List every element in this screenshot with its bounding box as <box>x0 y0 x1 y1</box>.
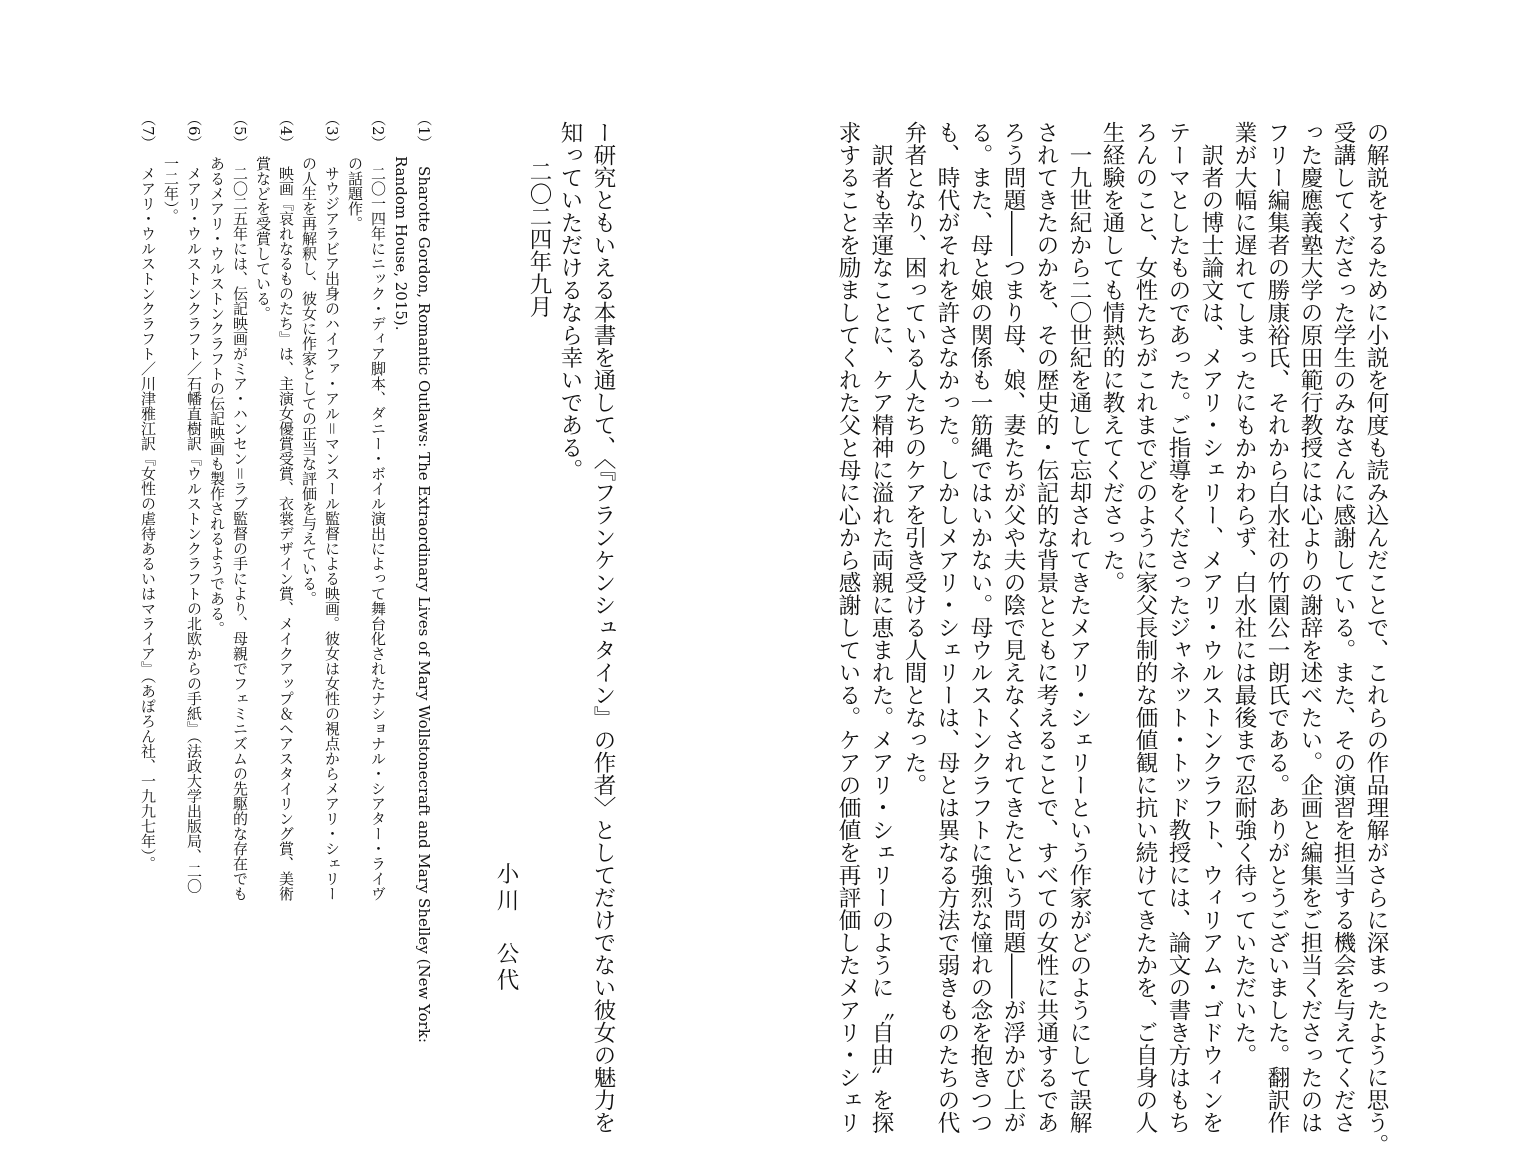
note-4-cont <box>251 111 274 321</box>
note-text: 賞などを受賞している。 <box>254 156 272 322</box>
main-text-block <box>798 92 1425 1156</box>
note-number: （6） <box>185 111 203 144</box>
note-text: メアリ・ウルストンクラフト／川津雅江訳『女性の虐待あるいはマライア』（あぽろん社、一九九七年）。 <box>139 166 157 872</box>
text-line: る。また、母と娘の関係も一筋縄ではいかない。母ウルストンクラフトに強烈な憧れの念を抱きつつ <box>967 120 993 1134</box>
note-text: の人生を再解釈し、彼女に作家としての正当な評価を与えている。 <box>300 156 318 607</box>
text-line: 知っていただけるなら幸いである。 <box>557 120 583 481</box>
note-text: Sharotte Gordon, Romantic Outlaws: The Extraordinary Lives of Mary Wollstonecraft and Mary Shelley (New York: <box>415 166 433 1044</box>
text-line: も、時代がそれを許さなかった。しかしメアリ・シェリーは、母とは異なる方法で弱きものたちの代 <box>934 120 960 1134</box>
note-text: の話題作。 <box>346 156 364 232</box>
date-line: 二〇二四年九月 <box>526 160 552 318</box>
note-text: 一二年）。 <box>162 156 180 224</box>
text-line: 弁者となり、困っている人たちのケアを引き受ける人間となった。 <box>901 120 927 796</box>
text-line: の解説をするために小説を何度も読み込んだことで、これらの作品理解がさらに深まったように思う。 <box>1363 120 1389 1156</box>
text-line: 業が大幅に遅れてしまったにもかかわらず、白水社には最後まで忍耐強く待っていただいた。 <box>1231 120 1257 1066</box>
text-line: った慶應義塾大学の原田範行教授には心よりの謝辞を述べたい。企画と編集をご担当くださったのは <box>1297 120 1323 1134</box>
note-number: （7） <box>139 111 157 144</box>
text-line: 求することを励ましてくれた父と母に心から感謝している。ケアの価値を再評価したメアリ・シェリ <box>835 120 861 1134</box>
note-text: サウジアラビア出身のハイファ・アル＝マンスール監督による映画。彼女は女性の視点からメアリ・シェリー <box>323 166 341 902</box>
note-number: （4） <box>277 111 295 144</box>
note-6-cont <box>159 111 182 224</box>
note-3-cont <box>297 111 320 606</box>
note-3 <box>320 111 343 901</box>
text-line: 一九世紀から二〇世紀を通して忘却されてきたメアリ・シェリーという作家がどのようにして誤解 <box>1066 120 1092 1134</box>
note-6 <box>182 111 205 894</box>
note-number: （5） <box>231 111 249 144</box>
note-5-cont <box>205 111 228 636</box>
note-text: あるメアリ・ウルストンクラフトの伝記映画も製作されるようである。 <box>208 156 226 637</box>
text-line: ろんのこと、女性たちがこれまでどのように家父長制的な価値観に抗い続けてきたかを、ご自身の人 <box>1132 120 1158 1134</box>
note-number: （1） <box>415 111 433 144</box>
note-number: （2） <box>369 111 387 144</box>
text-line: 生経験を通しても情熱的に教えてくださった。 <box>1099 120 1125 594</box>
text-line: 訳者の博士論文は、メアリ・シェリー、メアリ・ウルストンクラフト、ウィリアム・ゴドウィンを <box>1198 120 1224 1134</box>
note-number: （3） <box>323 111 341 144</box>
left-page <box>0 0 760 1134</box>
text-line: フリー編集者の勝康裕氏、それから白水社の竹園公一朗氏である。ありがとうございました。翻訳作 <box>1264 120 1290 1134</box>
notes-block <box>113 92 458 1044</box>
note-text: Random House, 2015). <box>392 156 410 331</box>
text-line: されてきたのかを、その歴史的・伝記的な背景とともに考えることで、すべての女性に共通するであ <box>1033 120 1059 1134</box>
text-line: 受講してくださった学生のみなさんに感謝している。また、その演習を担当する機会を与えてくださ <box>1330 120 1356 1134</box>
note-text: 二〇二五年には、伝記映画がミア・ハンセン＝ラブ監督の手により、母親でフェミニズムの先駆的な存在でも <box>231 166 249 902</box>
text-line: 訳者も幸運なことに、ケア精神に溢れた両親に恵まれた。メアリ・シェリーのように〝自由〟を探 <box>868 120 894 1134</box>
note-text: 映画『哀れなるものたち』は、主演女優賞受賞、衣裳デザイン賞、メイクアップ＆ヘアスタイリング賞、美術 <box>277 166 295 902</box>
text-line: ろう問題――つまり母、娘、妻たちが父や夫の陰で見えなくされてきたという問題――が浮かび上が <box>1000 120 1026 1134</box>
note-4 <box>274 111 297 901</box>
author-name: 小川 公代 <box>493 862 519 995</box>
right-page <box>760 0 1520 1156</box>
note-1 <box>412 111 435 1043</box>
note-text: 二〇一四年にニック・ディア脚本、ダニー・ボイル演出によって舞台化されたナショナル・シアター・ライヴ <box>369 166 387 902</box>
note-5 <box>228 111 251 901</box>
note-1-cont <box>389 111 412 331</box>
text-line: テーマとしたものであった。ご指導をくださったジャネット・トッド教授には、論文の書き方はもち <box>1165 120 1191 1134</box>
note-7 <box>136 111 159 871</box>
note-2-cont <box>343 111 366 231</box>
note-2 <box>366 111 389 901</box>
note-text: メアリ・ウルストンクラフト／石幡直樹訳『ウルストンクラフトの北欧からの手紙』（法政大学出版局、二〇 <box>185 166 203 894</box>
text-line: ー研究ともいえる本書を通して、〈『フランケンシュタイン』の作者〉としてだけでない彼女の魅力を <box>590 120 616 1134</box>
